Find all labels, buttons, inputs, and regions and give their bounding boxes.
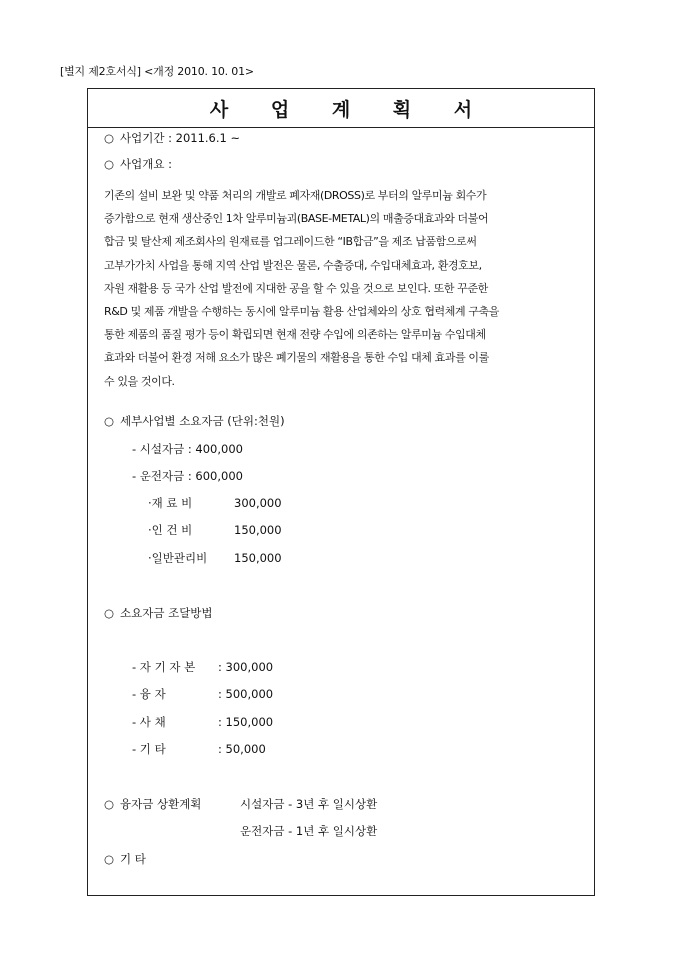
bullet-icon: ○: [104, 414, 115, 428]
sub-item-labor: [148, 525, 282, 537]
facility-funds: - 시설자금 : 400,000: [132, 442, 243, 456]
operating-funds: - 운전자금 : 600,000: [132, 469, 243, 483]
repayment-line-1: [104, 799, 377, 811]
sub-item-admin: [148, 553, 282, 565]
overview-line: 통한 제품의 품질 평가 등이 확립되면 현재 전량 수입에 의존하는 알루미늄 수입대체: [104, 328, 486, 342]
repayment-heading: 융자금 상환계획: [120, 797, 202, 811]
financing-item-value: : 300,000: [218, 660, 274, 674]
financing-item-other: [132, 744, 266, 756]
funds-heading-text: 세부사업별 소요자금 (단위:천원): [120, 414, 285, 428]
financing-item-name: - 자 기 자 본: [132, 660, 196, 674]
sub-item-name: ·일반관리비: [148, 551, 208, 565]
period-line: [104, 133, 240, 145]
financing-heading: [104, 608, 213, 620]
sub-item-materials: [148, 498, 282, 510]
overview-line: 합금 및 탈산제 제조회사의 원재료를 업그레이드한 “IB합금”을 제조 납품함으로써: [104, 235, 477, 249]
sub-item-value: 150,000: [234, 551, 282, 565]
overview-paragraph: [104, 184, 592, 393]
overview-label: 사업개요 :: [120, 157, 172, 171]
sub-item-value: 300,000: [234, 496, 282, 510]
document-title: 사 업 계 획 서: [209, 98, 491, 121]
title-row: [88, 89, 594, 128]
funds-heading: [104, 416, 285, 428]
financing-heading-text: 소요자금 조달방법: [120, 606, 213, 620]
financing-item-value: : 150,000: [218, 715, 274, 729]
financing-item-name: - 기 타: [132, 742, 166, 756]
overview-line: 자원 재활용 등 국가 산업 발전에 지대한 공을 할 수 있을 것으로 보인다. 또한 꾸준한: [104, 281, 488, 295]
period-label: 사업기간 : 2011.6.1 ~: [120, 131, 241, 145]
overview-line: 수 있을 것이다.: [104, 374, 175, 388]
other-label: 기 타: [120, 852, 146, 866]
financing-item-value: : 50,000: [218, 742, 266, 756]
bullet-icon: ○: [104, 606, 115, 620]
repayment-facility: 시설자금 - 3년 후 일시상환: [240, 797, 378, 811]
bullet-icon: ○: [104, 157, 115, 171]
financing-item-name: - 사 채: [132, 715, 166, 729]
overview-line: 기존의 설비 보완 및 약품 처리의 개발로 폐자재(DROSS)로 부터의 알루미늄 회수가: [104, 189, 487, 202]
overview-heading: [104, 159, 172, 171]
sub-item-name: ·인 건 비: [148, 523, 193, 537]
sub-item-name: ·재 료 비: [148, 496, 193, 510]
other-line: [104, 854, 146, 866]
overview-line: R&D 및 제품 개발을 수행하는 동시에 알루미늄 활용 산업체와의 상호 협력체계 구축을: [104, 305, 500, 319]
overview-line: 증가함으로 현재 생산중인 1차 알루미늄괴(BASE-METAL)의 매출증대효과와 더불어: [104, 212, 489, 226]
financing-item-value: : 500,000: [218, 687, 274, 701]
financing-item-equity: [132, 662, 273, 674]
business-plan-document: [87, 88, 595, 896]
overview-line: 효과와 더불어 환경 저해 요소가 많은 폐기물의 재활용을 통한 수입 대체 효과를 이룰: [104, 351, 489, 365]
financing-item-bonds: [132, 717, 273, 729]
overview-line: 고부가가치 사업을 통해 지역 산업 발전은 물론, 수출증대, 수입대체효과, 환경호보,: [104, 258, 482, 272]
financing-item-loan: [132, 689, 273, 701]
bullet-icon: ○: [104, 797, 115, 811]
repayment-operating: 운전자금 - 1년 후 일시상환: [240, 824, 378, 838]
sub-item-value: 150,000: [234, 523, 282, 537]
bullet-icon: ○: [104, 852, 115, 866]
financing-item-name: - 융 자: [132, 687, 166, 701]
form-number-label: [별지 제2호서식] <개정 2010. 10. 01>: [60, 65, 254, 78]
bullet-icon: ○: [104, 131, 115, 145]
